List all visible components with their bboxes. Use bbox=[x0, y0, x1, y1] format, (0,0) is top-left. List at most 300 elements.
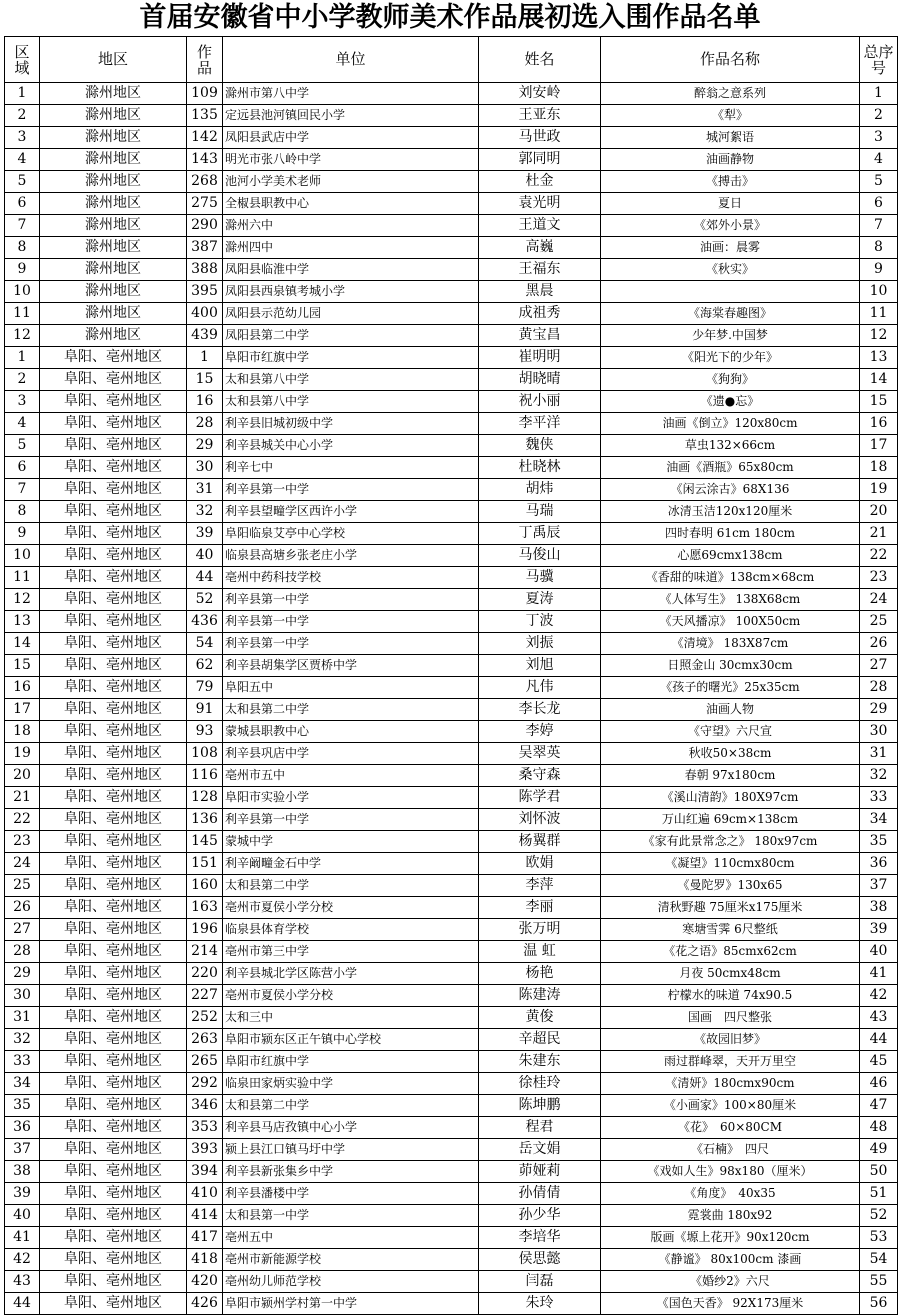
table-row bbox=[5, 677, 898, 699]
row-work-no: 414 bbox=[187, 1205, 223, 1227]
row-region: 阜阳、亳州地区 bbox=[40, 567, 187, 589]
row-unit: 太和县第二中学 bbox=[223, 875, 479, 897]
row-name: 杨艳 bbox=[479, 963, 601, 985]
row-work-no: 136 bbox=[187, 809, 223, 831]
row-region: 阜阳、亳州地区 bbox=[40, 435, 187, 457]
row-work-title: 《故园旧梦》 bbox=[601, 1029, 860, 1051]
row-region: 阜阳、亳州地区 bbox=[40, 919, 187, 941]
row-unit: 太和县第八中学 bbox=[223, 369, 479, 391]
row-name: 李长龙 bbox=[479, 699, 601, 721]
row-unit: 临泉田家炳实验中学 bbox=[223, 1073, 479, 1095]
row-work-no: 436 bbox=[187, 611, 223, 633]
row-total: 22 bbox=[860, 545, 898, 567]
row-unit: 利辛县第一中学 bbox=[223, 809, 479, 831]
row-total: 32 bbox=[860, 765, 898, 787]
row-total: 12 bbox=[860, 325, 898, 347]
row-work-no: 135 bbox=[187, 105, 223, 127]
row-work-no: 142 bbox=[187, 127, 223, 149]
row-name: 朱建东 bbox=[479, 1051, 601, 1073]
row-work-title: 《婚纱2》六尺 bbox=[601, 1271, 860, 1293]
row-index: 7 bbox=[5, 215, 40, 237]
row-name: 高巍 bbox=[479, 237, 601, 259]
row-unit: 亳州市第三中学 bbox=[223, 941, 479, 963]
row-work-title: 《角度》 40x35 bbox=[601, 1183, 860, 1205]
row-work-no: 163 bbox=[187, 897, 223, 919]
row-unit: 亳州五中 bbox=[223, 1227, 479, 1249]
row-unit: 全椒县职教中心 bbox=[223, 193, 479, 215]
row-name: 丁禹辰 bbox=[479, 523, 601, 545]
row-unit: 利辛县望疃学区西许小学 bbox=[223, 501, 479, 523]
row-region: 阜阳、亳州地区 bbox=[40, 743, 187, 765]
row-name: 凡伟 bbox=[479, 677, 601, 699]
table-row bbox=[5, 589, 898, 611]
row-unit: 明光市张八岭中学 bbox=[223, 149, 479, 171]
row-unit: 利辛县城关中心小学 bbox=[223, 435, 479, 457]
row-work-title: 月夜 50cmx48cm bbox=[601, 963, 860, 985]
row-index: 18 bbox=[5, 721, 40, 743]
table-row bbox=[5, 1227, 898, 1249]
row-index: 17 bbox=[5, 699, 40, 721]
table-row bbox=[5, 523, 898, 545]
row-name: 李培华 bbox=[479, 1227, 601, 1249]
row-unit: 利辛阚疃金石中学 bbox=[223, 853, 479, 875]
row-work-title: 寒塘雪霁 6尺整纸 bbox=[601, 919, 860, 941]
row-region: 阜阳、亳州地区 bbox=[40, 1293, 187, 1315]
row-work-no: 15 bbox=[187, 369, 223, 391]
row-work-no: 220 bbox=[187, 963, 223, 985]
row-total: 51 bbox=[860, 1183, 898, 1205]
table-row bbox=[5, 611, 898, 633]
table-header-row bbox=[5, 37, 898, 83]
row-index: 4 bbox=[5, 149, 40, 171]
table-row bbox=[5, 215, 898, 237]
table-row bbox=[5, 853, 898, 875]
row-unit: 凤阳县示范幼儿园 bbox=[223, 303, 479, 325]
row-work-no: 346 bbox=[187, 1095, 223, 1117]
row-total: 2 bbox=[860, 105, 898, 127]
row-unit: 临泉县体育学校 bbox=[223, 919, 479, 941]
row-total: 26 bbox=[860, 633, 898, 655]
row-unit: 利辛县胡集学区贾桥中学 bbox=[223, 655, 479, 677]
row-index: 1 bbox=[5, 83, 40, 105]
table-row bbox=[5, 919, 898, 941]
row-index: 35 bbox=[5, 1095, 40, 1117]
row-total: 55 bbox=[860, 1271, 898, 1293]
row-region: 阜阳、亳州地区 bbox=[40, 1029, 187, 1051]
row-index: 33 bbox=[5, 1051, 40, 1073]
row-work-title: 《郊外小景》 bbox=[601, 215, 860, 237]
row-work-title: 日照金山 30cmx30cm bbox=[601, 655, 860, 677]
row-total: 11 bbox=[860, 303, 898, 325]
row-work-no: 252 bbox=[187, 1007, 223, 1029]
row-work-title: 万山红遍 69cm×138cm bbox=[601, 809, 860, 831]
table-row bbox=[5, 699, 898, 721]
row-name: 吴翠英 bbox=[479, 743, 601, 765]
row-work-title: 《秋实》 bbox=[601, 259, 860, 281]
row-name: 侯思懿 bbox=[479, 1249, 601, 1271]
row-unit: 凤阳县第二中学 bbox=[223, 325, 479, 347]
row-name: 黄俊 bbox=[479, 1007, 601, 1029]
row-work-title bbox=[601, 281, 860, 303]
table-row bbox=[5, 237, 898, 259]
row-unit: 阜阳市红旗中学 bbox=[223, 1051, 479, 1073]
row-index: 11 bbox=[5, 303, 40, 325]
row-unit: 蒙城县职教中心 bbox=[223, 721, 479, 743]
row-index: 2 bbox=[5, 105, 40, 127]
row-region: 阜阳、亳州地区 bbox=[40, 501, 187, 523]
row-index: 12 bbox=[5, 325, 40, 347]
row-unit: 池河小学美术老师 bbox=[223, 171, 479, 193]
table-row bbox=[5, 479, 898, 501]
row-work-no: 388 bbox=[187, 259, 223, 281]
row-work-title: 《狗狗》 bbox=[601, 369, 860, 391]
row-region: 阜阳、亳州地区 bbox=[40, 941, 187, 963]
row-work-title: 雨过群峰翠，天开万里空 bbox=[601, 1051, 860, 1073]
row-region: 滁州地区 bbox=[40, 303, 187, 325]
row-work-no: 29 bbox=[187, 435, 223, 457]
row-total: 5 bbox=[860, 171, 898, 193]
row-work-no: 227 bbox=[187, 985, 223, 1007]
table-row bbox=[5, 1161, 898, 1183]
row-work-no: 145 bbox=[187, 831, 223, 853]
row-work-title: 草虫132×66cm bbox=[601, 435, 860, 457]
row-total: 14 bbox=[860, 369, 898, 391]
table-row bbox=[5, 1249, 898, 1271]
table-row bbox=[5, 501, 898, 523]
row-total: 34 bbox=[860, 809, 898, 831]
row-name: 杜晓林 bbox=[479, 457, 601, 479]
row-work-no: 44 bbox=[187, 567, 223, 589]
row-name: 丁波 bbox=[479, 611, 601, 633]
row-work-title: 《石楠》 四尺 bbox=[601, 1139, 860, 1161]
row-unit: 利辛县新张集乡中学 bbox=[223, 1161, 479, 1183]
row-work-no: 400 bbox=[187, 303, 223, 325]
row-region: 阜阳、亳州地区 bbox=[40, 1007, 187, 1029]
row-index: 36 bbox=[5, 1117, 40, 1139]
row-work-title: 油画人物 bbox=[601, 699, 860, 721]
row-region: 阜阳、亳州地区 bbox=[40, 853, 187, 875]
row-unit: 利辛县旧城初级中学 bbox=[223, 413, 479, 435]
row-name: 李婷 bbox=[479, 721, 601, 743]
row-name: 陈建涛 bbox=[479, 985, 601, 1007]
row-unit: 滁州市第八中学 bbox=[223, 83, 479, 105]
header-name: 姓名 bbox=[479, 37, 601, 83]
row-total: 27 bbox=[860, 655, 898, 677]
row-work-no: 387 bbox=[187, 237, 223, 259]
row-index: 10 bbox=[5, 281, 40, 303]
row-index: 41 bbox=[5, 1227, 40, 1249]
row-total: 54 bbox=[860, 1249, 898, 1271]
row-total: 30 bbox=[860, 721, 898, 743]
table-row bbox=[5, 281, 898, 303]
row-region: 阜阳、亳州地区 bbox=[40, 765, 187, 787]
row-name: 李丽 bbox=[479, 897, 601, 919]
row-work-no: 214 bbox=[187, 941, 223, 963]
row-region: 滁州地区 bbox=[40, 259, 187, 281]
row-work-no: 39 bbox=[187, 523, 223, 545]
row-unit: 凤阳县武店中学 bbox=[223, 127, 479, 149]
table-row bbox=[5, 149, 898, 171]
table-row bbox=[5, 1029, 898, 1051]
table-row bbox=[5, 1183, 898, 1205]
row-index: 23 bbox=[5, 831, 40, 853]
row-unit: 阜阳市颍东区正午镇中心学校 bbox=[223, 1029, 479, 1051]
row-index: 28 bbox=[5, 941, 40, 963]
row-total: 3 bbox=[860, 127, 898, 149]
table-row bbox=[5, 1007, 898, 1029]
row-region: 阜阳、亳州地区 bbox=[40, 809, 187, 831]
row-index: 19 bbox=[5, 743, 40, 765]
row-total: 40 bbox=[860, 941, 898, 963]
row-region: 阜阳、亳州地区 bbox=[40, 1271, 187, 1293]
row-total: 46 bbox=[860, 1073, 898, 1095]
row-index: 34 bbox=[5, 1073, 40, 1095]
row-work-no: 353 bbox=[187, 1117, 223, 1139]
table-row bbox=[5, 347, 898, 369]
row-index: 3 bbox=[5, 391, 40, 413]
row-total: 25 bbox=[860, 611, 898, 633]
row-unit: 定远县池河镇回民小学 bbox=[223, 105, 479, 127]
row-region: 滁州地区 bbox=[40, 193, 187, 215]
row-index: 26 bbox=[5, 897, 40, 919]
row-total: 44 bbox=[860, 1029, 898, 1051]
row-work-title: 油画《倒立》120x80cm bbox=[601, 413, 860, 435]
row-work-no: 418 bbox=[187, 1249, 223, 1271]
row-region: 阜阳、亳州地区 bbox=[40, 1073, 187, 1095]
row-name: 孙倩倩 bbox=[479, 1183, 601, 1205]
row-total: 50 bbox=[860, 1161, 898, 1183]
row-index: 7 bbox=[5, 479, 40, 501]
row-work-title: 版画《塬上花开》90x120cm bbox=[601, 1227, 860, 1249]
table-row bbox=[5, 391, 898, 413]
row-region: 滁州地区 bbox=[40, 325, 187, 347]
row-region: 阜阳、亳州地区 bbox=[40, 963, 187, 985]
row-work-no: 290 bbox=[187, 215, 223, 237]
row-total: 7 bbox=[860, 215, 898, 237]
row-index: 15 bbox=[5, 655, 40, 677]
table-row bbox=[5, 1095, 898, 1117]
row-index: 11 bbox=[5, 567, 40, 589]
row-region: 阜阳、亳州地区 bbox=[40, 347, 187, 369]
row-unit: 利辛七中 bbox=[223, 457, 479, 479]
row-work-title: 油画：晨雾 bbox=[601, 237, 860, 259]
row-work-no: 160 bbox=[187, 875, 223, 897]
row-work-no: 1 bbox=[187, 347, 223, 369]
row-region: 阜阳、亳州地区 bbox=[40, 457, 187, 479]
row-region: 阜阳、亳州地区 bbox=[40, 479, 187, 501]
row-name: 崔明明 bbox=[479, 347, 601, 369]
row-total: 29 bbox=[860, 699, 898, 721]
row-work-title: 国画 四尺整张 bbox=[601, 1007, 860, 1029]
row-work-title: 《清境》 183X87cm bbox=[601, 633, 860, 655]
row-unit: 太和县第八中学 bbox=[223, 391, 479, 413]
row-work-title: 《戏如人生》98x180（厘米） bbox=[601, 1161, 860, 1183]
row-work-no: 93 bbox=[187, 721, 223, 743]
row-index: 6 bbox=[5, 193, 40, 215]
row-unit: 利辛县巩店中学 bbox=[223, 743, 479, 765]
row-region: 滁州地区 bbox=[40, 281, 187, 303]
row-name: 刘旭 bbox=[479, 655, 601, 677]
row-total: 20 bbox=[860, 501, 898, 523]
row-name: 李平洋 bbox=[479, 413, 601, 435]
row-name: 刘振 bbox=[479, 633, 601, 655]
row-work-no: 30 bbox=[187, 457, 223, 479]
row-name: 袁光明 bbox=[479, 193, 601, 215]
row-work-no: 52 bbox=[187, 589, 223, 611]
row-name: 黄宝昌 bbox=[479, 325, 601, 347]
row-work-title: 《溪山清韵》180X97cm bbox=[601, 787, 860, 809]
header-work-title: 作品名称 bbox=[601, 37, 860, 83]
row-unit: 利辛县马店孜镇中心小学 bbox=[223, 1117, 479, 1139]
row-total: 8 bbox=[860, 237, 898, 259]
row-work-title: 《香甜的味道》138cm×68cm bbox=[601, 567, 860, 589]
table-body bbox=[5, 83, 898, 1315]
row-total: 17 bbox=[860, 435, 898, 457]
row-index: 40 bbox=[5, 1205, 40, 1227]
row-total: 23 bbox=[860, 567, 898, 589]
row-work-title: 《家有此景常念之》 180x97cm bbox=[601, 831, 860, 853]
header-work-no: 作品 bbox=[187, 37, 223, 83]
row-name: 刘安岭 bbox=[479, 83, 601, 105]
row-region: 阜阳、亳州地区 bbox=[40, 1249, 187, 1271]
row-work-no: 109 bbox=[187, 83, 223, 105]
row-total: 24 bbox=[860, 589, 898, 611]
row-region: 阜阳、亳州地区 bbox=[40, 787, 187, 809]
row-work-no: 143 bbox=[187, 149, 223, 171]
row-index: 42 bbox=[5, 1249, 40, 1271]
row-total: 56 bbox=[860, 1293, 898, 1315]
row-name: 徐桂玲 bbox=[479, 1073, 601, 1095]
row-region: 阜阳、亳州地区 bbox=[40, 831, 187, 853]
header-region: 地区 bbox=[40, 37, 187, 83]
row-name: 闫磊 bbox=[479, 1271, 601, 1293]
row-work-no: 275 bbox=[187, 193, 223, 215]
table-row bbox=[5, 435, 898, 457]
row-work-no: 116 bbox=[187, 765, 223, 787]
row-name: 魏侠 bbox=[479, 435, 601, 457]
row-region: 阜阳、亳州地区 bbox=[40, 633, 187, 655]
row-work-title: 《花》 60×80CM bbox=[601, 1117, 860, 1139]
row-total: 9 bbox=[860, 259, 898, 281]
row-work-title: 《花之语》85cmx62cm bbox=[601, 941, 860, 963]
row-work-no: 196 bbox=[187, 919, 223, 941]
row-name: 桑守森 bbox=[479, 765, 601, 787]
row-work-no: 292 bbox=[187, 1073, 223, 1095]
row-work-no: 439 bbox=[187, 325, 223, 347]
row-index: 16 bbox=[5, 677, 40, 699]
row-region: 滁州地区 bbox=[40, 149, 187, 171]
row-name: 茆娅莉 bbox=[479, 1161, 601, 1183]
row-work-title: 《国色天香》 92X173厘米 bbox=[601, 1293, 860, 1315]
row-region: 阜阳、亳州地区 bbox=[40, 589, 187, 611]
row-work-title: 柠檬水的味道 74x90.5 bbox=[601, 985, 860, 1007]
row-name: 祝小丽 bbox=[479, 391, 601, 413]
row-total: 49 bbox=[860, 1139, 898, 1161]
row-name: 程君 bbox=[479, 1117, 601, 1139]
row-index: 32 bbox=[5, 1029, 40, 1051]
row-total: 10 bbox=[860, 281, 898, 303]
row-region: 阜阳、亳州地区 bbox=[40, 1051, 187, 1073]
row-name: 辛超民 bbox=[479, 1029, 601, 1051]
row-work-title: 《孩子的曙光》25x35cm bbox=[601, 677, 860, 699]
row-total: 45 bbox=[860, 1051, 898, 1073]
table-row bbox=[5, 809, 898, 831]
row-region: 阜阳、亳州地区 bbox=[40, 1205, 187, 1227]
table-row bbox=[5, 567, 898, 589]
row-name: 欧娟 bbox=[479, 853, 601, 875]
row-region: 滁州地区 bbox=[40, 83, 187, 105]
row-total: 41 bbox=[860, 963, 898, 985]
table-row bbox=[5, 127, 898, 149]
row-index: 14 bbox=[5, 633, 40, 655]
row-name: 马世政 bbox=[479, 127, 601, 149]
row-unit: 滁州四中 bbox=[223, 237, 479, 259]
table-row bbox=[5, 963, 898, 985]
row-name: 陈坤鹏 bbox=[479, 1095, 601, 1117]
row-total: 47 bbox=[860, 1095, 898, 1117]
row-unit: 临泉县高塘乡张老庄小学 bbox=[223, 545, 479, 567]
row-total: 16 bbox=[860, 413, 898, 435]
row-region: 阜阳、亳州地区 bbox=[40, 1161, 187, 1183]
row-unit: 凤阳县临淮中学 bbox=[223, 259, 479, 281]
row-name: 岳文娟 bbox=[479, 1139, 601, 1161]
row-work-no: 54 bbox=[187, 633, 223, 655]
row-total: 13 bbox=[860, 347, 898, 369]
row-index: 3 bbox=[5, 127, 40, 149]
row-region: 阜阳、亳州地区 bbox=[40, 545, 187, 567]
row-region: 滁州地区 bbox=[40, 171, 187, 193]
row-total: 38 bbox=[860, 897, 898, 919]
row-unit: 亳州幼儿师范学校 bbox=[223, 1271, 479, 1293]
row-index: 5 bbox=[5, 435, 40, 457]
row-work-no: 16 bbox=[187, 391, 223, 413]
table-row bbox=[5, 105, 898, 127]
row-work-title: 霓裳曲 180x92 bbox=[601, 1205, 860, 1227]
row-work-no: 128 bbox=[187, 787, 223, 809]
row-total: 43 bbox=[860, 1007, 898, 1029]
row-unit: 颍上县江口镇马圩中学 bbox=[223, 1139, 479, 1161]
row-unit: 滁州六中 bbox=[223, 215, 479, 237]
row-index: 8 bbox=[5, 501, 40, 523]
row-unit: 利辛县第一中学 bbox=[223, 589, 479, 611]
row-region: 阜阳、亳州地区 bbox=[40, 677, 187, 699]
row-total: 39 bbox=[860, 919, 898, 941]
table-row bbox=[5, 897, 898, 919]
row-name: 朱玲 bbox=[479, 1293, 601, 1315]
row-total: 1 bbox=[860, 83, 898, 105]
table-row bbox=[5, 941, 898, 963]
table-row bbox=[5, 633, 898, 655]
row-total: 37 bbox=[860, 875, 898, 897]
row-work-no: 79 bbox=[187, 677, 223, 699]
row-unit: 凤阳县西泉镇考城小学 bbox=[223, 281, 479, 303]
header-total: 总序号 bbox=[860, 37, 898, 83]
row-region: 阜阳、亳州地区 bbox=[40, 413, 187, 435]
row-name: 成祖秀 bbox=[479, 303, 601, 325]
row-name: 刘怀波 bbox=[479, 809, 601, 831]
row-index: 4 bbox=[5, 413, 40, 435]
table-row bbox=[5, 655, 898, 677]
row-region: 阜阳、亳州地区 bbox=[40, 897, 187, 919]
row-unit: 太和县第一中学 bbox=[223, 1205, 479, 1227]
row-region: 阜阳、亳州地区 bbox=[40, 1095, 187, 1117]
row-name: 马骥 bbox=[479, 567, 601, 589]
table-row bbox=[5, 259, 898, 281]
row-work-title: 《犁》 bbox=[601, 105, 860, 127]
row-name: 王亚东 bbox=[479, 105, 601, 127]
row-index: 39 bbox=[5, 1183, 40, 1205]
row-index: 13 bbox=[5, 611, 40, 633]
